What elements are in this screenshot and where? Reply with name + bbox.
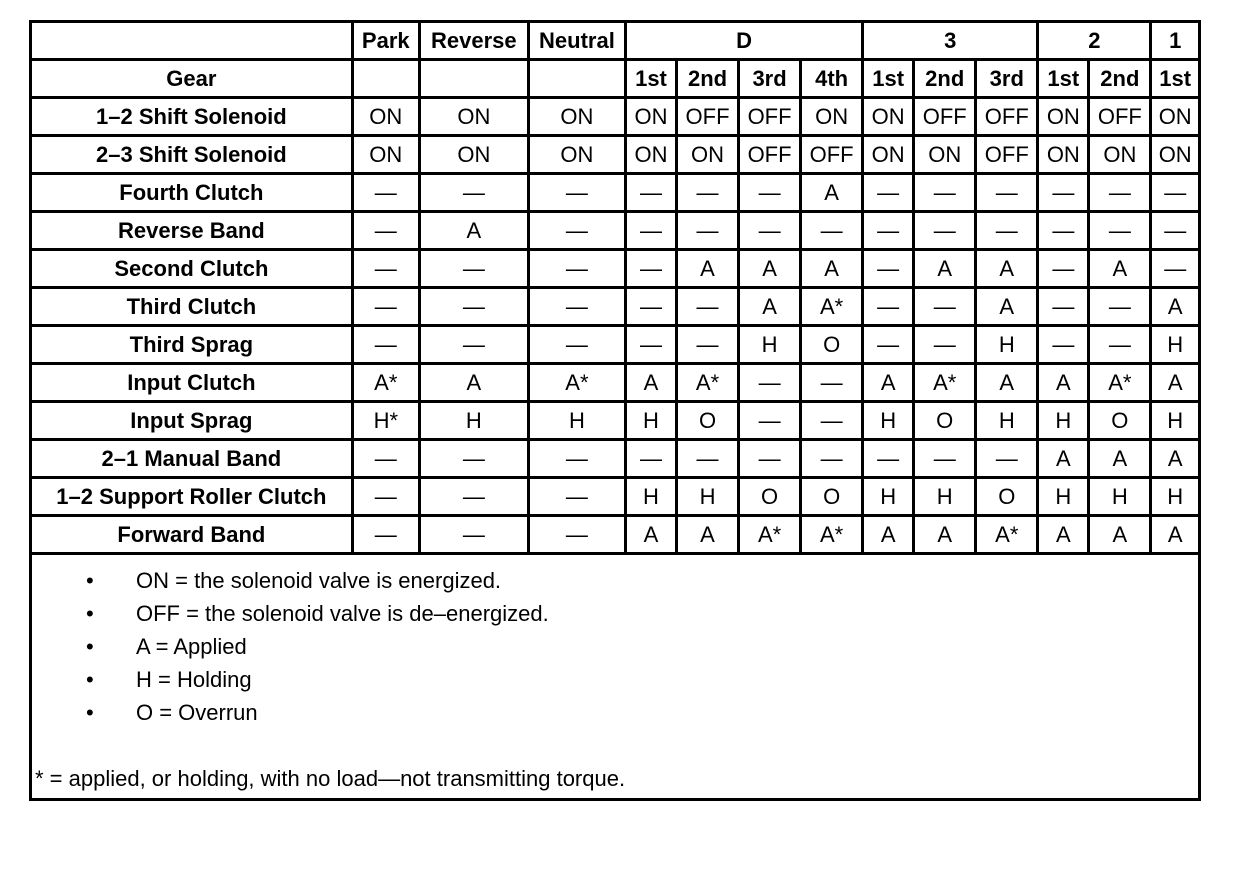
table-row [32,478,1198,516]
table-cell: — [739,174,801,212]
table-cell: A [976,364,1038,402]
table-cell: — [352,440,419,478]
table-cell: A [976,288,1038,326]
table-cell: — [352,516,419,553]
gear-header: 1st [625,60,676,98]
table-cell: — [528,288,625,326]
table-cell: — [677,174,739,212]
table-cell: — [914,212,976,250]
table-cell: H [976,402,1038,440]
table-cell: H [1151,478,1198,516]
table-cell: H [1151,326,1198,364]
legend-text: H = Holding [136,667,252,692]
table-cell: — [1151,250,1198,288]
table-cell: — [863,288,914,326]
gear-header: 1st [1151,60,1198,98]
legend-item [32,633,549,666]
legend-text: OFF = the solenoid valve is de–energized. [136,601,549,626]
table-row [32,288,1198,326]
table-cell: — [739,440,801,478]
table-cell: A [1151,440,1198,478]
table-cell: A [1151,288,1198,326]
table-cell: — [677,212,739,250]
row-label: Reverse Band [32,212,352,250]
table-cell: — [625,288,676,326]
table-cell: ON [1151,98,1198,136]
table-cell: H [976,326,1038,364]
gear-header: 4th [801,60,863,98]
corner-cell [32,23,352,60]
table-cell: A [1151,516,1198,553]
table-cell: — [1089,174,1151,212]
table-cell: H [1038,402,1089,440]
table-cell: — [1038,250,1089,288]
table-row [32,250,1198,288]
table-cell: A [739,250,801,288]
table-cell: O [739,478,801,516]
row-label: 2–3 Shift Solenoid [32,136,352,174]
bullet-icon: • [86,568,94,593]
bullet-icon: • [86,634,94,659]
table-cell: — [914,174,976,212]
table-cell: — [677,288,739,326]
table-cell: — [1038,212,1089,250]
table-cell: — [419,516,528,553]
table-cell: — [419,288,528,326]
table-cell: — [419,326,528,364]
range-header: Reverse [419,23,528,60]
table-cell: A* [801,516,863,553]
table-cell: ON [914,136,976,174]
table-cell: A* [1089,364,1151,402]
table-row [32,364,1198,402]
table-cell: — [801,402,863,440]
table-cell: A [801,250,863,288]
table-cell: — [352,250,419,288]
bullet-icon: • [86,667,94,692]
table-row [32,212,1198,250]
table-row [32,326,1198,364]
table-cell: ON [419,98,528,136]
table-cell: ON [863,98,914,136]
table-cell: — [625,174,676,212]
apply-table [32,23,1198,552]
table-cell: — [914,440,976,478]
table-cell: H [863,402,914,440]
table-cell: A [739,288,801,326]
row-label: 2–1 Manual Band [32,440,352,478]
legend-item [32,600,549,633]
table-cell: ON [528,98,625,136]
table-cell: A [625,364,676,402]
range-header: D [625,23,862,60]
legend-text: A = Applied [136,634,247,659]
table-cell: OFF [1089,98,1151,136]
table-cell: ON [419,136,528,174]
gear-header: 3rd [739,60,801,98]
table-cell: A [1089,250,1151,288]
row-label: 1–2 Support Roller Clutch [32,478,352,516]
table-cell: — [352,174,419,212]
table-cell: ON [1151,136,1198,174]
table-cell: — [625,326,676,364]
range-header: Park [352,23,419,60]
table-cell: — [352,478,419,516]
gear-header: 3rd [976,60,1038,98]
gear-header: 1st [863,60,914,98]
range-header: 3 [863,23,1038,60]
table-cell: — [528,212,625,250]
row-label: 1–2 Shift Solenoid [32,98,352,136]
table-cell: OFF [801,136,863,174]
table-cell: — [352,326,419,364]
table-cell: — [1151,212,1198,250]
table-cell: OFF [739,136,801,174]
table-cell: OFF [739,98,801,136]
table-cell: ON [863,136,914,174]
table-cell: O [801,326,863,364]
table-cell: — [1038,288,1089,326]
table-cell: — [352,212,419,250]
table-cell: — [625,440,676,478]
table-cell: A [1038,440,1089,478]
table-cell: O [976,478,1038,516]
table-cell: — [739,364,801,402]
table-cell: — [528,250,625,288]
table-cell: ON [1038,136,1089,174]
table-cell: — [419,440,528,478]
table-cell: — [1038,174,1089,212]
table-cell: — [677,326,739,364]
table-cell: A [914,516,976,553]
table-cell: — [801,212,863,250]
table-cell: A* [677,364,739,402]
table-cell: — [625,250,676,288]
table-cell: O [801,478,863,516]
bullet-icon: • [86,601,94,626]
row-label: Third Clutch [32,288,352,326]
gear-header: 2nd [1089,60,1151,98]
table-cell: A [419,212,528,250]
table-cell: — [419,250,528,288]
table-cell: ON [625,98,676,136]
table-cell: H [739,326,801,364]
table-cell: — [863,212,914,250]
row-label: Forward Band [32,516,352,553]
table-row [32,440,1198,478]
table-row [32,136,1198,174]
table-cell: — [1151,174,1198,212]
table-row [32,402,1198,440]
table-cell: H [914,478,976,516]
table-cell: OFF [677,98,739,136]
legend-item [32,567,549,600]
legend-text: ON = the solenoid valve is energized. [136,568,502,593]
table-cell: A [677,516,739,553]
table-cell: A [1089,440,1151,478]
table-cell: H [677,478,739,516]
row-label: Fourth Clutch [32,174,352,212]
table-cell: A [863,364,914,402]
legend-item [32,666,549,699]
table-cell: — [976,212,1038,250]
table-cell: — [1089,326,1151,364]
table-cell: A* [801,288,863,326]
table-cell: A [801,174,863,212]
table-cell: ON [677,136,739,174]
table-cell: O [1089,402,1151,440]
gear-header: 2nd [677,60,739,98]
table-cell: ON [801,98,863,136]
table-cell: ON [352,98,419,136]
table-cell: ON [625,136,676,174]
table-cell: — [863,174,914,212]
table-cell: — [863,326,914,364]
table-cell: H* [352,402,419,440]
gear-header: 1st [1038,60,1089,98]
table-row [32,98,1198,136]
gear-header [419,60,528,98]
table-cell: — [976,174,1038,212]
table-cell: H [528,402,625,440]
table-cell: — [677,440,739,478]
bullet-icon: • [86,700,94,725]
table-cell: A [1038,516,1089,553]
table-cell: — [863,250,914,288]
table-cell: A [1089,516,1151,553]
table-cell: H [1038,478,1089,516]
gear-header: 2nd [914,60,976,98]
table-cell: H [625,402,676,440]
table-cell: OFF [976,136,1038,174]
table-cell: — [1089,288,1151,326]
table-cell: A* [352,364,419,402]
gear-header [352,60,419,98]
table-cell: — [914,288,976,326]
table-cell: A [677,250,739,288]
row-label: Second Clutch [32,250,352,288]
footnote: * = applied, or holding, with no load—not transmitting torque. [35,766,626,791]
legend-list [32,567,549,732]
table-cell: H [863,478,914,516]
table-cell: ON [352,136,419,174]
table-cell: O [914,402,976,440]
legend-item [32,699,549,732]
table-cell: A [625,516,676,553]
table-cell: ON [1038,98,1089,136]
table-cell: — [419,478,528,516]
table-cell: H [1089,478,1151,516]
gear-apply-chart [29,20,1201,801]
gear-header [528,60,625,98]
table-cell: — [528,326,625,364]
table-cell: — [528,174,625,212]
table-cell: H [419,402,528,440]
table-cell: ON [1089,136,1151,174]
table-cell: — [419,174,528,212]
row-label: Input Clutch [32,364,352,402]
header-row-gear [32,60,1198,98]
table-cell: — [863,440,914,478]
table-cell: — [914,326,976,364]
table-cell: A [419,364,528,402]
table-cell: A [976,250,1038,288]
table-cell: — [528,440,625,478]
table-cell: A [863,516,914,553]
table-cell: — [739,402,801,440]
table-cell: — [1038,326,1089,364]
table-cell: A [1151,364,1198,402]
row-label: Input Sprag [32,402,352,440]
range-header: Neutral [528,23,625,60]
table-cell: — [1089,212,1151,250]
table-row [32,516,1198,553]
table-cell: A* [914,364,976,402]
table-cell: A [914,250,976,288]
header-row-gear-range [32,23,1198,60]
table-cell: O [677,402,739,440]
table-cell: — [801,440,863,478]
table-cell: — [739,212,801,250]
table-cell: OFF [976,98,1038,136]
range-header: 2 [1038,23,1151,60]
table-cell: H [625,478,676,516]
table-cell: — [801,364,863,402]
range-header: 1 [1151,23,1198,60]
table-cell: ON [528,136,625,174]
gear-label: Gear [32,60,352,98]
legend [32,552,1198,798]
table-cell: — [528,516,625,553]
table-cell: A [1038,364,1089,402]
row-label: Third Sprag [32,326,352,364]
table-row [32,174,1198,212]
table-cell: OFF [914,98,976,136]
legend-text: O = Overrun [136,700,258,725]
table-cell: A* [528,364,625,402]
table-cell: A* [976,516,1038,553]
table-cell: H [1151,402,1198,440]
table-cell: — [976,440,1038,478]
table-cell: A* [739,516,801,553]
table-cell: — [625,212,676,250]
table-cell: — [352,288,419,326]
table-cell: — [528,478,625,516]
